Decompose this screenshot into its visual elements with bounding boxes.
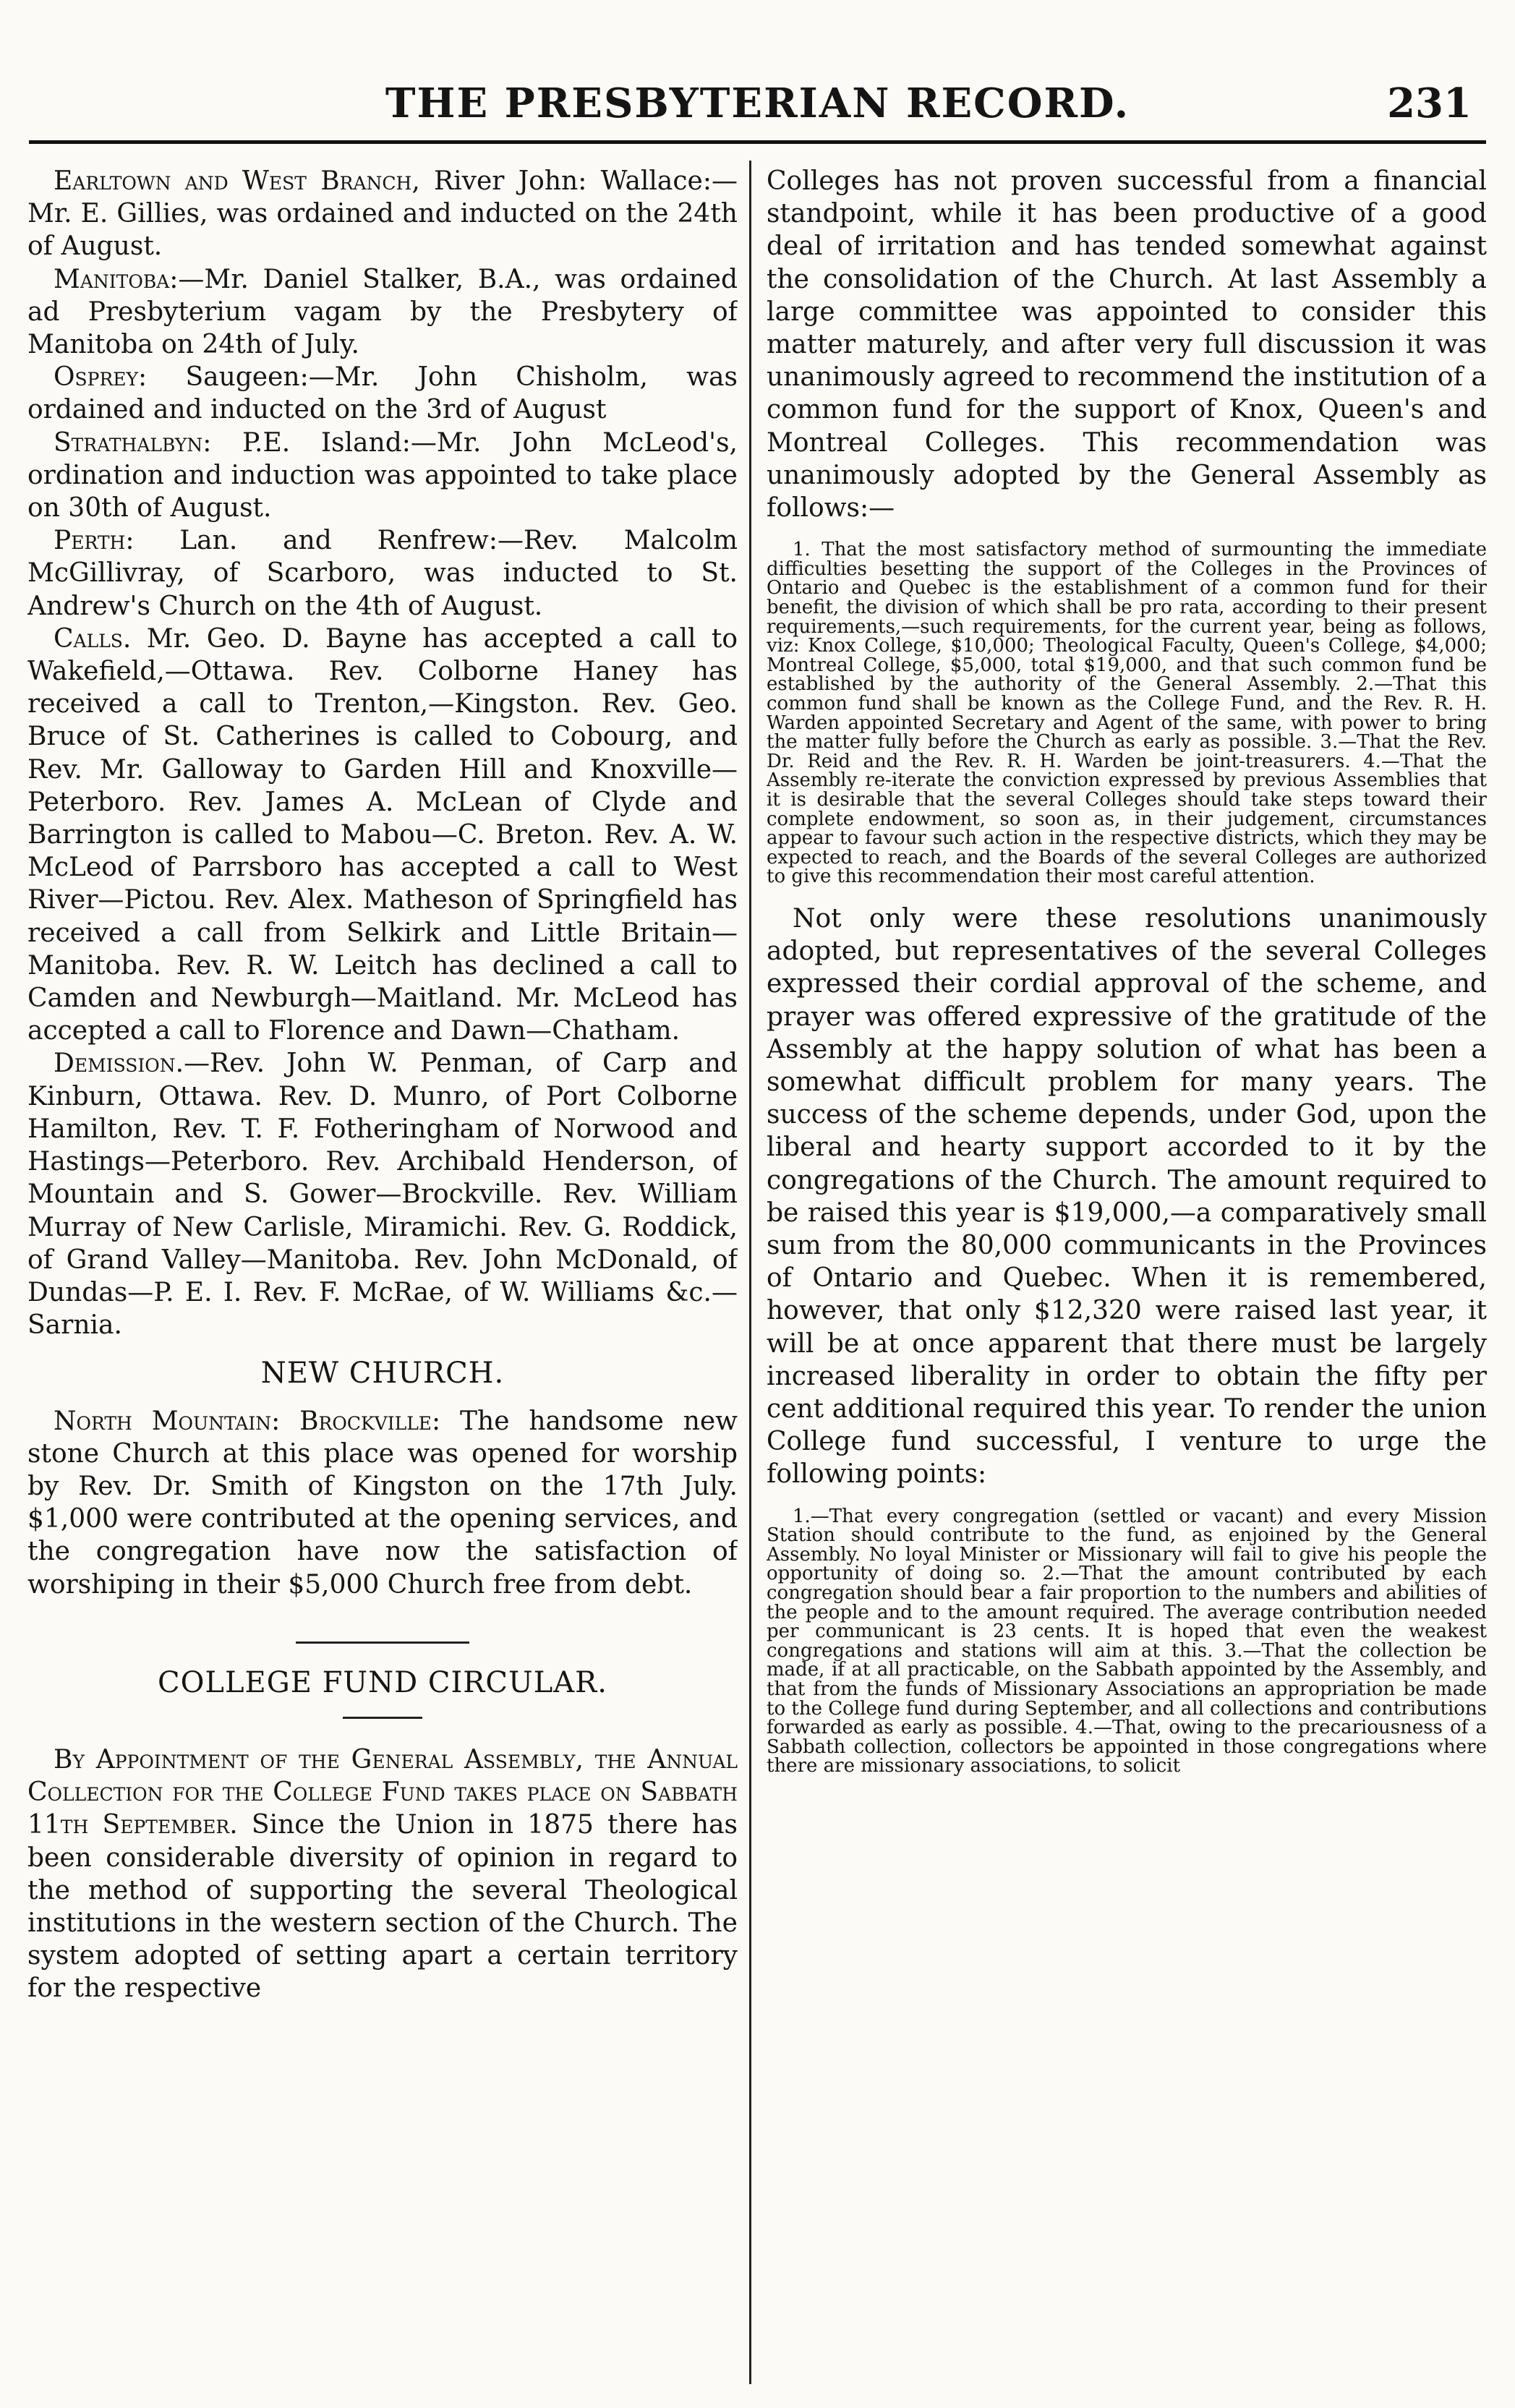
item-body: River John: Wallace:—Mr. E. Gillies, was ordained and inducted on the 24th of August. (27, 166, 738, 262)
item-strathalbyn (27, 427, 738, 525)
item-body: The handsome new stone Church at this place was opened for worship by Rev. Dr. Smith of Kingston on the 17th July. $1,000 were contributed at the opening services, and the congregation have now the satisfaction of worshiping in their $5,000 Church free from debt. (27, 1406, 738, 1600)
item-perth (27, 524, 738, 623)
item-demission (27, 1047, 738, 1341)
item-body: Mr. Geo. D. Bayne has accepted a call to Wakefield,—Ottawa. Rev. Colborne Haney has received a call to Trenton,—Kingston. Rev. Geo. Bruce of St. Catherines is called to Cobourg, and Rev. Mr. Galloway to Garden Hill and Knoxville—Peterboro. Rev. James A. McLean of Clyde and Barrington is called to Mabou—C. Breton. Rev. A. W. McLeod of Parrsboro has accepted a call to West River—Pictou. Rev. Alex. Matheson of Springfield has received a call from Selkirk and Little Britain—Manitoba. Rev. R. W. Leitch has declined a call to Camden and Newburgh—Maitland. Mr. McLeod has accepted a call to Florence and Dawn—Chatham. (27, 623, 738, 1046)
page-header (29, 80, 1486, 145)
new-church-heading: NEW CHURCH. (260, 1357, 505, 1391)
item-osprey (27, 361, 738, 426)
item-calls (27, 623, 738, 1048)
item-body: —Mr. Daniel Stalker, B.A., was ordained ad Presbyterium vagam by the Presbytery of Manitoba on 24th of July. (27, 264, 738, 360)
intro-heading: By Appointment of the General Assembly, the Annual Collection for the College Fund takes place on Sabbath 11th September. (27, 1744, 738, 1840)
left-column (27, 165, 738, 2378)
item-heading: Perth: (54, 526, 135, 556)
item-north-mountain (27, 1405, 738, 1601)
page-number: 231 (1387, 80, 1472, 127)
item-heading: North Mountain: Brockville: (54, 1406, 441, 1436)
right-column (767, 165, 1487, 2378)
circular-paragraph-1: Colleges has not proven successful from a financial standpoint, while it has been productive of a good deal of irritation and has tended somewhat against the consolidation of the Church. At last Assembly a large committee was appointed to consider this matter maturely, and after very full discussion it was unanimously agreed to recommend the institution of a common fund for the support of Knox, Queen's and Montreal Colleges. This recommendation was unanimously adopted by the General Assembly as follows:— (767, 166, 1487, 524)
item-heading: Calls. (54, 623, 132, 654)
item-heading: Osprey: (54, 362, 148, 393)
spacer (767, 524, 1487, 540)
item-body: Saugeen:—Mr. John Chisholm, was ordained and inducted on the 3rd of August (27, 362, 738, 425)
circular-paragraph-2: Not only were these resolutions unanimously adopted, but representatives of the several Colleges expressed their cordial approval of the scheme, and prayer was offered expressive of the gratitude of the Assembly at the happy solution of what has been a somewhat difficult problem for many years. The success of the scheme depends, under God, upon the liberal and hearty support accorded to it by the congregations of the Church. The amount required to be raised this year is $19,000,—a comparatively small sum from the 80,000 communicants in the Provinces of Ontario and Quebec. When it is remembered, however, that only $12,320 were raised last year, it will be at once apparent that there must be largely increased liberality in order to obtain the fifty per cent additional required this year. To render the union College fund successful, I venture to urge the following points: (767, 903, 1487, 1490)
publication-title: THE PRESBYTERIAN RECORD. (385, 80, 1130, 127)
item-body: —Rev. John W. Penman, of Carp and Kinburn, Ottawa. Rev. D. Munro, of Port Colborne Hamilton, Rev. T. F. Fotheringham of Norwood and Hastings—Peterboro. Rev. Archibald Henderson, of Mountain and S. Gower—Brockville. Rev. William Murray of New Carlisle, Miramichi. Rev. G. Roddick, of Grand Valley—Manitoba. Rev. John McDonald, of Dundas—P. E. I. Rev. F. McRae, of W. Williams &c.—Sarnia. (27, 1049, 738, 1341)
section-rule (296, 1641, 469, 1644)
item-heading: Demission. (54, 1049, 184, 1079)
item-body: Lan. and Renfrew:—Rev. Malcolm McGillivray, of Scarboro, was inducted to St. Andrew's Church on the 4th of August. (27, 526, 738, 621)
college-fund-intro (27, 1743, 738, 2005)
item-body: P.E. Island:—Mr. John McLeod's, ordination and induction was appointed to take place on 30th of August. (27, 427, 738, 524)
item-heading: Strathalbyn: (54, 427, 212, 458)
item-heading: Earltown and West Branch, (54, 166, 420, 196)
assembly-resolutions: 1. That the most satisfactory method of surmounting the immediate difficulties besetting the support of the Colleges in the Provinces of Ontario and Quebec is the establishment of a common fund for their benefit, the division of which shall be pro rata, according to their present requirements,—such requirements, for the current year, being as follows, viz: Knox College, $10,000; Theological Faculty, Queen's College, $4,000; Montreal College, $5,000, total $19,000, and that such common fund be established by the authority of the General Assembly. 2.—That this common fund shall be known as the College Fund, and the Rev. R. H. Warden appointed Secretary and Agent of the same, with power to bring the matter fully before the Church as early as possible. 3.—That the Rev. Dr. Reid and the Rev. R. H. Warden be joint-treasurers. 4.—That the Assembly re-iterate the conviction expressed by previous Assemblies that it is desirable that the several Colleges should take steps toward their complete endowment, so soon as, in their judgement, circumstances appear to favour such action in the respective districts, which they may be expected to reach, and the Boards of the several Colleges are authorized to give this recommendation their most careful attention. (767, 539, 1487, 888)
suggested-points: 1.—That every congregation (settled or vacant) and every Mission Station should contribute to the fund, as enjoined by the General Assembly. No loyal Minister or Missionary will fail to give his people the opportunity of doing so. 2.—That the amount contributed by each congregation should bear a fair proportion to the numbers and abilities of the people and to the amount required. The average contribution needed per communicant is 23 cents. It is hoped that even the weakest congregations and stations will aim at this. 3.—That the collection be made, if at all practicable, on the Sabbath appointed by the Assembly, and that from the funds of Missionary Associations an appropriation be made to the College fund during September, and all collections and contributions forwarded as early as possible. 4.—That, owing to the precariousness of a Sabbath collection, collectors be appointed in those congregations where there are missionary associations, to solicit (767, 1505, 1487, 1777)
header-rule (29, 140, 1486, 144)
column-divider (749, 161, 751, 2384)
college-fund-heading: COLLEGE FUND CIRCULAR. (158, 1665, 607, 1699)
spacer (767, 887, 1487, 902)
spacer (767, 1491, 1487, 1507)
item-earltown (27, 165, 738, 263)
heading-rule (343, 1717, 422, 1719)
intro-body: Since the Union in 1875 there has been considerable diversity of opinion in regard to the method of supporting the several Theological institutions in the western section of the Church. The system adopted of setting apart a certain territory for the respective (27, 1810, 738, 2004)
item-manitoba (27, 263, 738, 362)
item-heading: Manitoba: (54, 264, 179, 294)
